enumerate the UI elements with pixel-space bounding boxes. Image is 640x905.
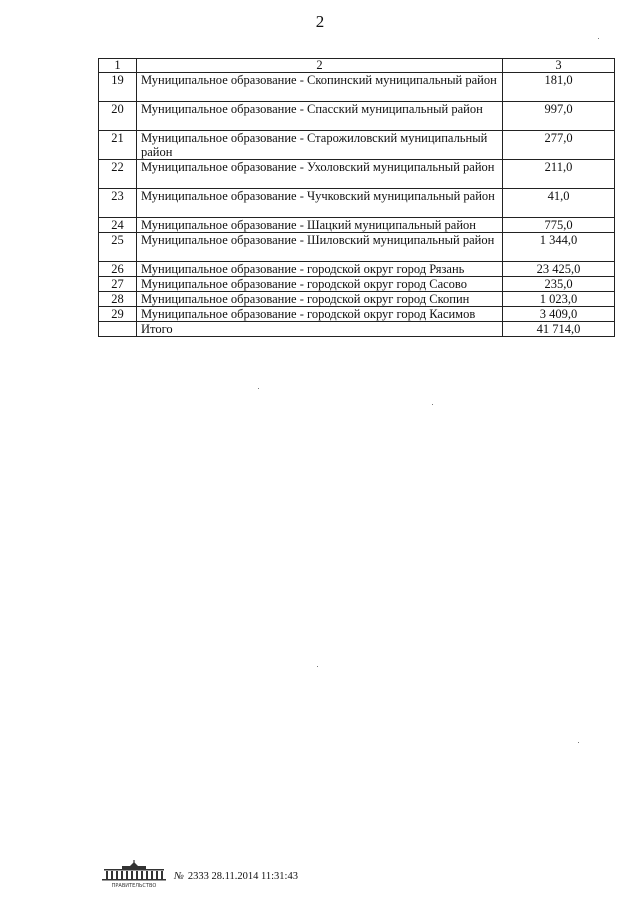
row-number: 19	[99, 73, 137, 102]
amount-value: 181,0	[503, 73, 615, 102]
table-header-row	[99, 59, 615, 73]
amount-value: 1 344,0	[503, 233, 615, 262]
number-sign: №	[174, 871, 184, 882]
municipality-name: Муниципальное образование - Чучковский муниципальный район	[137, 189, 503, 218]
table-row	[99, 131, 615, 160]
scan-speck	[432, 404, 433, 405]
table-row	[99, 160, 615, 189]
municipality-name: Муниципальное образование - Шиловский муниципальный район	[137, 233, 503, 262]
row-number: 22	[99, 160, 137, 189]
table-row	[99, 73, 615, 102]
government-building-logo	[100, 860, 168, 888]
allocation-table	[98, 58, 615, 337]
amount-value: 235,0	[503, 277, 615, 292]
row-number: 21	[99, 131, 137, 160]
svg-text:ПРАВИТЕЛЬСТВО: ПРАВИТЕЛЬСТВО	[111, 883, 157, 888]
row-number: 24	[99, 218, 137, 233]
amount-value: 277,0	[503, 131, 615, 160]
table-row	[99, 233, 615, 262]
scan-speck	[317, 666, 318, 667]
amount-value: 23 425,0	[503, 262, 615, 277]
municipality-name: Муниципальное образование - городской округ город Сасово	[137, 277, 503, 292]
municipality-name: Муниципальное образование - Спасский муниципальный район	[137, 102, 503, 131]
row-number: 25	[99, 233, 137, 262]
table-row	[99, 189, 615, 218]
row-number: 26	[99, 262, 137, 277]
header-col-1: 1	[99, 59, 137, 73]
municipality-name: Муниципальное образование - городской округ город Касимов	[137, 307, 503, 322]
municipality-name: Муниципальное образование - Шацкий муниципальный район	[137, 218, 503, 233]
row-number: 23	[99, 189, 137, 218]
amount-value: 3 409,0	[503, 307, 615, 322]
header-col-2: 2	[137, 59, 503, 73]
scan-speck	[598, 38, 599, 39]
total-value: 41 714,0	[503, 322, 615, 337]
total-label: Итого	[137, 322, 503, 337]
table-row	[99, 307, 615, 322]
amount-value: 211,0	[503, 160, 615, 189]
row-number: 27	[99, 277, 137, 292]
amount-value: 997,0	[503, 102, 615, 131]
total-number	[99, 322, 137, 337]
amount-value: 775,0	[503, 218, 615, 233]
table-row	[99, 102, 615, 131]
municipality-name: Муниципальное образование - Старожиловский муниципальный район	[137, 131, 503, 160]
table-row	[99, 292, 615, 307]
row-number: 28	[99, 292, 137, 307]
registration-number-datetime: 2333 28.11.2014 11:31:43	[187, 871, 298, 882]
table-row	[99, 262, 615, 277]
municipality-name: Муниципальное образование - городской округ город Рязань	[137, 262, 503, 277]
row-number: 29	[99, 307, 137, 322]
scan-speck	[578, 742, 579, 743]
document-footer	[100, 858, 298, 888]
scan-speck	[258, 388, 259, 389]
municipality-name: Муниципальное образование - Ухоловский муниципальный район	[137, 160, 503, 189]
municipality-name: Муниципальное образование - Скопинский муниципальный район	[137, 73, 503, 102]
amount-value: 1 023,0	[503, 292, 615, 307]
table-total-row	[99, 322, 615, 337]
row-number: 20	[99, 102, 137, 131]
table-row	[99, 277, 615, 292]
page-number: 2	[315, 12, 325, 31]
amount-value: 41,0	[503, 189, 615, 218]
header-col-3: 3	[503, 59, 615, 73]
municipality-name: Муниципальное образование - городской округ город Скопин	[137, 292, 503, 307]
table-row	[99, 218, 615, 233]
registration-stamp	[174, 871, 298, 888]
